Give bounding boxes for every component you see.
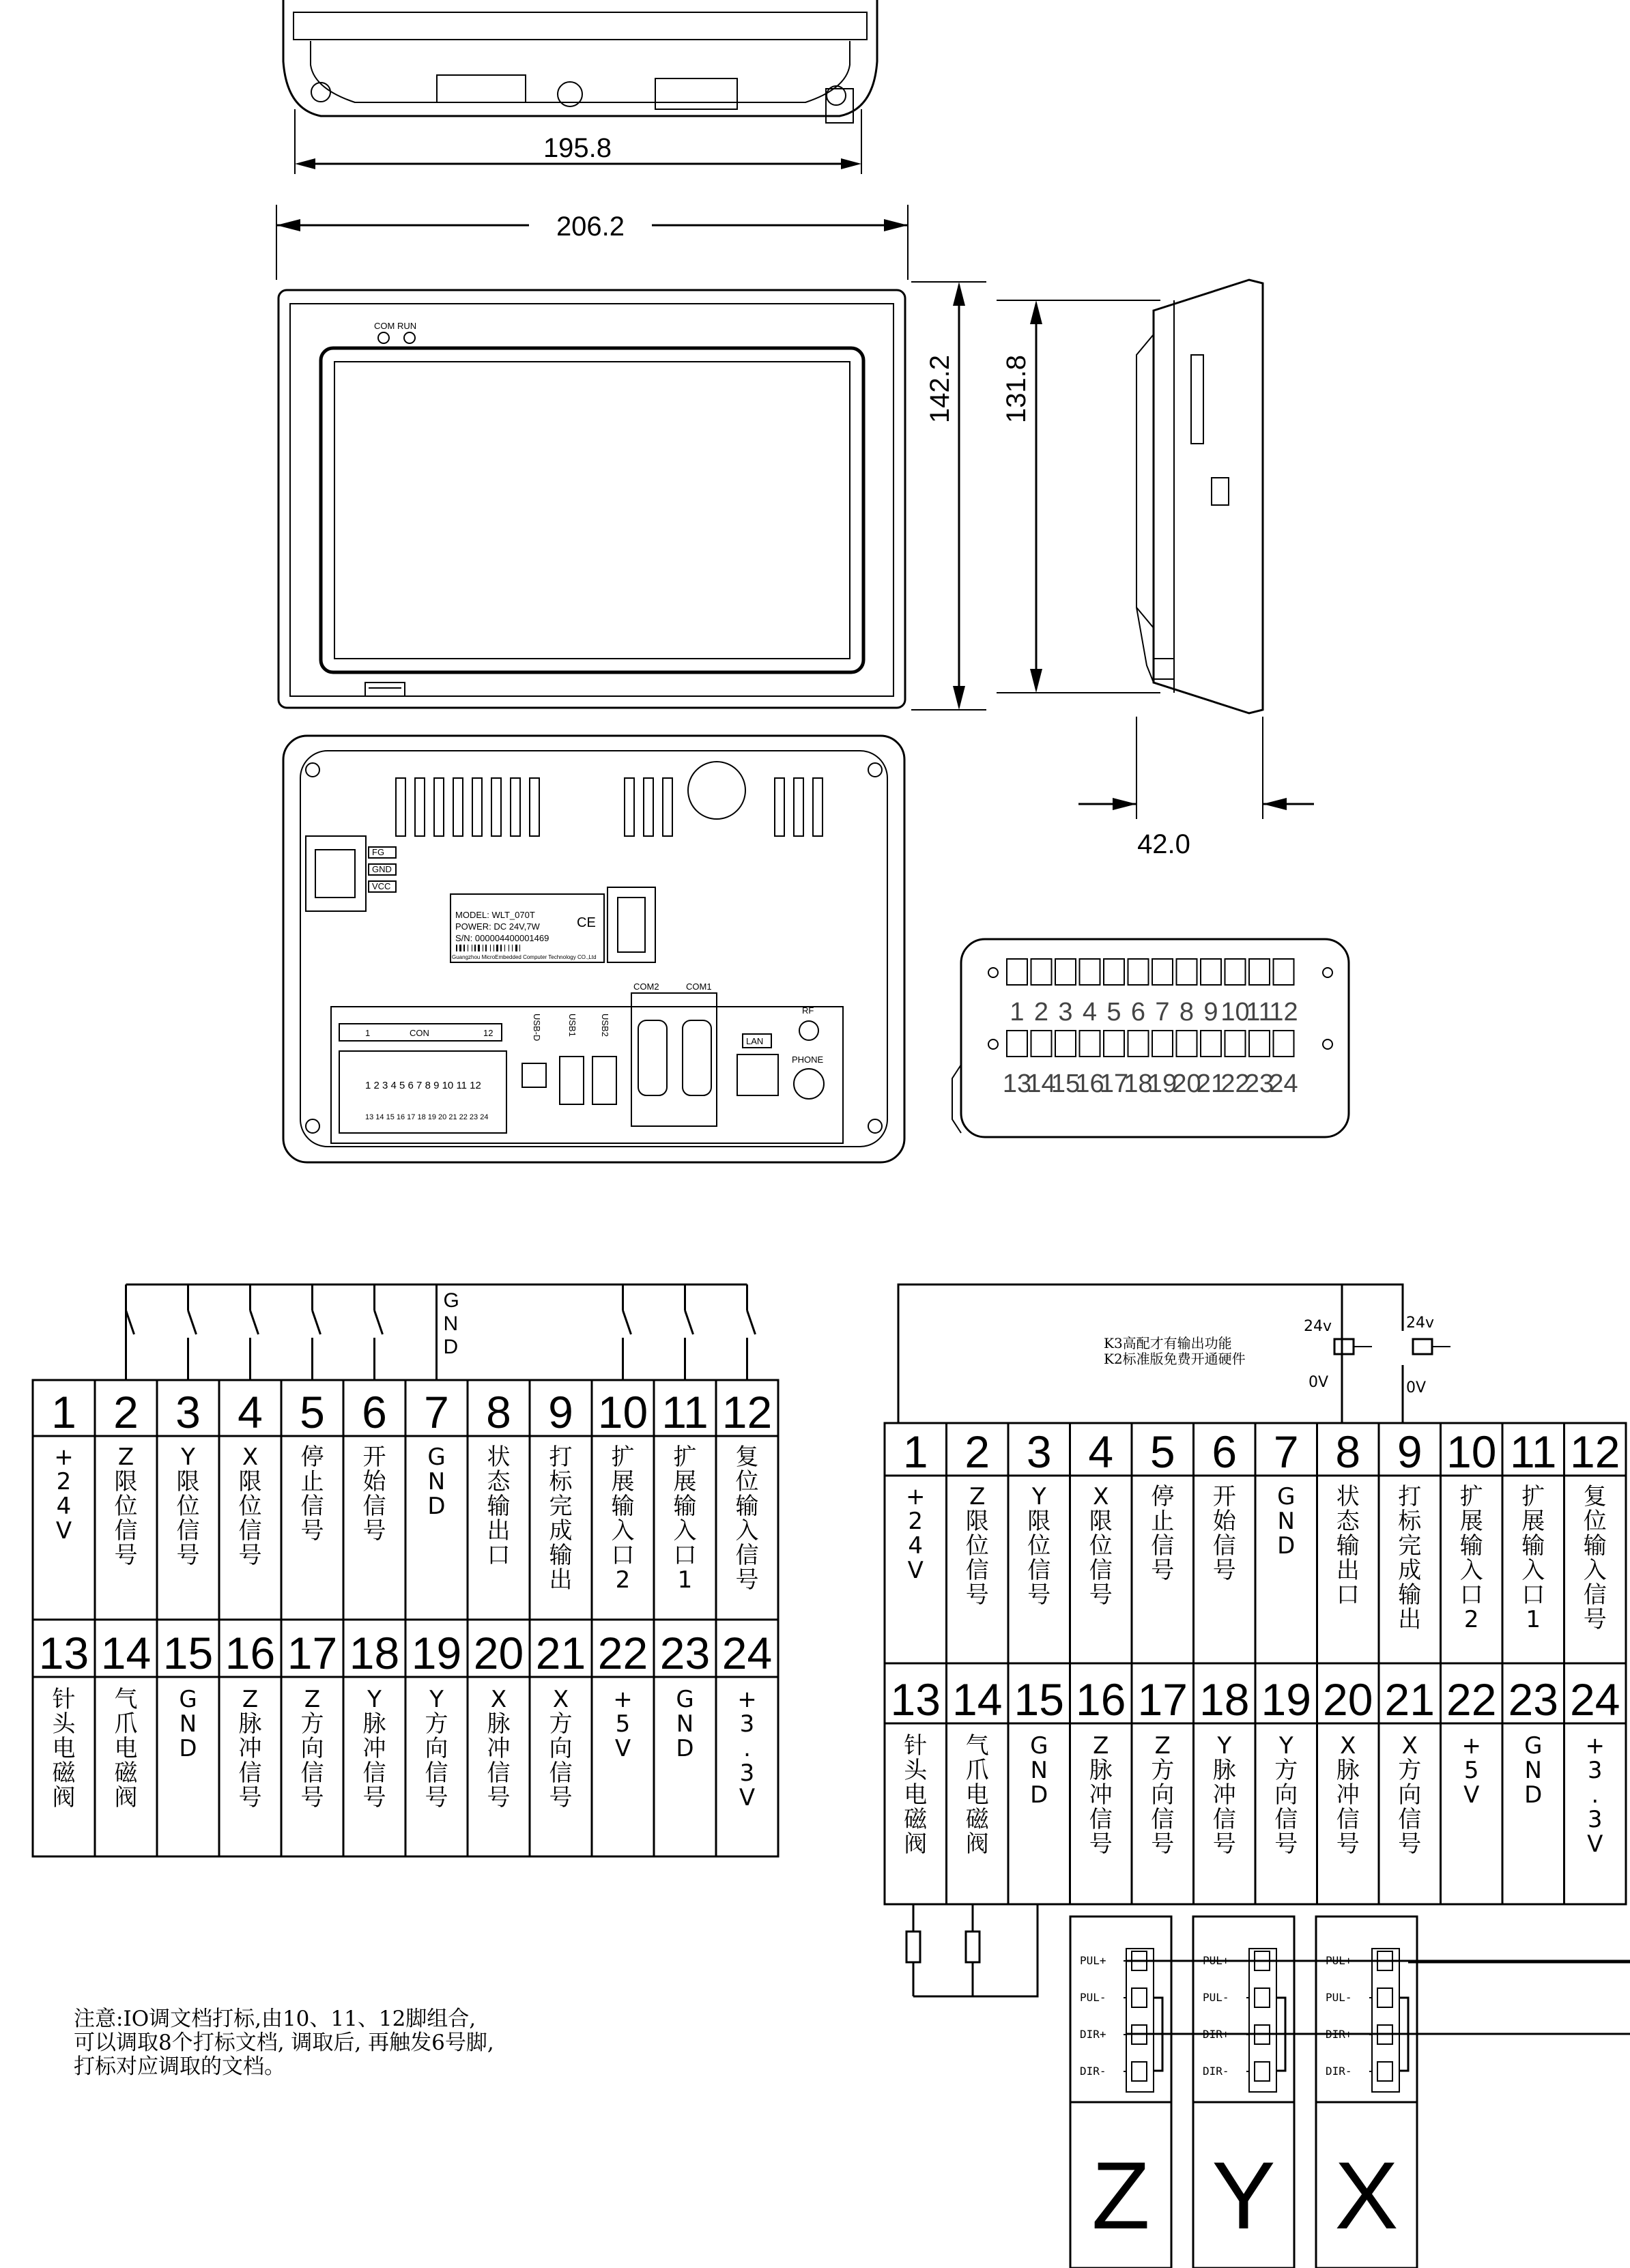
- pin-number: 23: [1508, 1674, 1558, 1725]
- barcode-bar: [496, 945, 498, 951]
- closeup-pin-number: 4: [1082, 998, 1098, 1027]
- closeup-pin-box: [1104, 959, 1124, 985]
- com-led: [378, 332, 389, 343]
- pin-number: 24: [721, 1628, 773, 1678]
- closeup-pin-number: 8: [1179, 998, 1195, 1027]
- usb1-label: USB1: [567, 1014, 577, 1037]
- pin-signal: 打标完成输出: [549, 1444, 573, 1594]
- barcode-bar: [485, 945, 487, 951]
- dim-depth-label: 42.0: [1137, 829, 1190, 859]
- nameplate-maker: Guangzhou MicroEmbedded Computer Technology CO.,Ltd: [452, 954, 597, 960]
- run-led: [404, 332, 415, 343]
- pin-signal: X 限位信号: [238, 1444, 262, 1569]
- pin-number: 21: [535, 1628, 586, 1678]
- driver-axis-label: X: [1334, 2142, 1399, 2249]
- pin-number: 3: [175, 1387, 201, 1437]
- closeup-pin-number: 5: [1106, 998, 1121, 1027]
- vent-slot: [396, 778, 405, 836]
- pin-number: 1: [51, 1387, 76, 1437]
- driver-signal-label: DIR-: [1203, 2065, 1229, 2078]
- pin-number: 17: [287, 1628, 338, 1678]
- pin-signal: 扩展输入口 1: [673, 1444, 697, 1594]
- pin-number: 8: [1335, 1426, 1361, 1477]
- barcode-bar: [456, 945, 457, 951]
- pin-number: 17: [1137, 1674, 1188, 1725]
- dim-top-width-label: 195.8: [543, 133, 612, 163]
- usb-device-port[interactable]: [522, 1063, 546, 1087]
- pin-signal: X 限位信号: [1089, 1483, 1113, 1609]
- closeup-pin-box: [1249, 959, 1270, 985]
- con-row1: 1 2 3 4 5 6 7 8 9 10 11 12: [365, 1080, 481, 1091]
- pin-signal: 气爪电磁阀: [965, 1732, 989, 1858]
- pin-number: 11: [661, 1387, 709, 1437]
- pin-signal: + 5 V: [613, 1686, 633, 1762]
- pin-number: 7: [1273, 1426, 1299, 1477]
- vent-slot: [644, 778, 653, 836]
- input-switch: [188, 1310, 197, 1334]
- pin-signal: 气爪电磁阀: [114, 1686, 138, 1811]
- pin-signal: Y 方向信号: [1274, 1732, 1298, 1858]
- pin-number: 1: [902, 1426, 928, 1477]
- driver-axis-label: Z: [1091, 2142, 1150, 2249]
- buzzer: [688, 762, 745, 819]
- pin-number: 20: [1323, 1674, 1373, 1725]
- terminal-pin-boxes: [988, 959, 1332, 1098]
- pin-number: 9: [548, 1387, 573, 1437]
- com2-label: COM2: [633, 981, 659, 992]
- ce-mark: CE: [577, 915, 596, 930]
- com1-port[interactable]: [683, 1020, 711, 1095]
- closeup-pin-box: [1274, 959, 1294, 985]
- pin-signal: 停止信号: [1151, 1483, 1175, 1584]
- closeup-pin-number: 23: [1244, 1070, 1274, 1098]
- k3-note: K3高配才有输出功能: [1104, 1335, 1232, 1351]
- relay-2: [1413, 1339, 1432, 1354]
- pin-signal: Z 脉冲信号: [238, 1686, 262, 1811]
- closeup-pin-number: 12: [1269, 998, 1298, 1027]
- terminal-closeup: [952, 939, 1349, 1137]
- pin-number: 4: [238, 1387, 263, 1437]
- pin-signal: Z 限位信号: [114, 1444, 138, 1569]
- pin-signal: X 脉冲信号: [1336, 1732, 1360, 1858]
- relay1-0v: 0V: [1309, 1374, 1329, 1391]
- top-view: [283, 0, 877, 123]
- closeup-pin-number: 1: [1010, 998, 1025, 1027]
- closeup-pin-number: 2: [1033, 998, 1049, 1027]
- dim-overall-width-label: 206.2: [556, 212, 625, 242]
- usb1-port[interactable]: [560, 1057, 584, 1104]
- vent-slot: [813, 778, 823, 836]
- pin-signal: G N D: [427, 1444, 446, 1520]
- input-switch: [251, 1310, 259, 1334]
- closeup-pin-box: [1177, 959, 1197, 985]
- fg-label: FG: [372, 847, 385, 857]
- pin-number: 20: [473, 1628, 524, 1678]
- pin-number: 9: [1397, 1426, 1422, 1477]
- barcode-bar: [459, 945, 461, 951]
- vent-slot: [530, 778, 539, 836]
- closeup-pin-number: 13: [1002, 1070, 1032, 1098]
- pin-signal: 扩展输入口 1: [1521, 1483, 1545, 1633]
- barcode-bar: [512, 945, 513, 951]
- barcode-bar: [474, 945, 476, 951]
- needle-valve: [906, 1932, 920, 1962]
- closeup-pin-number: 19: [1147, 1070, 1177, 1098]
- pin-number: 14: [952, 1674, 1003, 1725]
- dim-screen-height-label: 131.8: [1001, 354, 1031, 424]
- vcc-label: VCC: [372, 881, 391, 891]
- pin-number: 13: [38, 1628, 89, 1678]
- nameplate-power: POWER: DC 24V,7W: [455, 921, 540, 932]
- pin-signal: Z 脉冲信号: [1089, 1732, 1113, 1858]
- closeup-pin-box: [1031, 1031, 1052, 1057]
- usb2-port[interactable]: [592, 1057, 616, 1104]
- pin-signal: Z 方向信号: [1151, 1732, 1175, 1858]
- pin-signal: 扩展输入口 2: [611, 1444, 635, 1594]
- pin-number: 8: [486, 1387, 511, 1437]
- con-row2: 13 14 15 16 17 18 19 20 21 22 23 24: [365, 1113, 489, 1121]
- vent-slot: [491, 778, 501, 836]
- led-label: COM RUN: [374, 321, 417, 331]
- k2-note: K2标准版免费开通硬件: [1104, 1351, 1246, 1367]
- barcode: [456, 945, 520, 951]
- pin-number: 15: [162, 1628, 214, 1678]
- pin-signal: + 3 . 3 V: [737, 1686, 757, 1811]
- pin-signal: X 方向信号: [549, 1686, 573, 1811]
- closeup-pin-number: 14: [1027, 1070, 1056, 1098]
- input-switch: [126, 1310, 134, 1334]
- vent-slot: [625, 778, 634, 836]
- left-gnd-label: G N D: [443, 1289, 459, 1358]
- pin-number: 12: [721, 1387, 773, 1437]
- driver-signal-label: PUL-: [1203, 1991, 1229, 2004]
- closeup-pin-number: 10: [1220, 998, 1250, 1027]
- input-switch: [623, 1310, 631, 1334]
- closeup-pin-box: [1055, 1031, 1076, 1057]
- barcode-bar: [519, 945, 520, 951]
- pin-signal: X 方向信号: [1398, 1732, 1422, 1858]
- phone-jack[interactable]: [794, 1069, 824, 1099]
- pin-signal: G N D: [1524, 1732, 1543, 1809]
- pin-number: 22: [597, 1628, 648, 1678]
- pin-signal: Z 限位信号: [965, 1483, 989, 1609]
- closeup-pin-box: [1104, 1031, 1124, 1057]
- pin-number: 7: [424, 1387, 449, 1437]
- barcode-bar: [500, 945, 502, 951]
- closeup-pin-box: [1249, 1031, 1270, 1057]
- closeup-pin-box: [1007, 959, 1027, 985]
- pin-signal: G N D: [1277, 1483, 1296, 1560]
- footnote: [74, 2007, 494, 2079]
- closeup-pin-number: 6: [1130, 998, 1146, 1027]
- driver-signal-label: DIR+: [1326, 2028, 1352, 2041]
- closeup-pin-box: [1080, 1031, 1100, 1057]
- vent-slot: [472, 778, 482, 836]
- pin-number: 16: [1076, 1674, 1126, 1725]
- driver-signal-label: PUL+: [1326, 1954, 1352, 1967]
- closeup-pin-number: 20: [1172, 1070, 1201, 1098]
- barcode-bar: [515, 945, 517, 951]
- vent-slot: [415, 778, 425, 836]
- pin-signal: 复位输入信号: [1583, 1483, 1607, 1633]
- closeup-pin-box: [1201, 959, 1221, 985]
- pin-number: 15: [1014, 1674, 1064, 1725]
- closeup-pin-number: 22: [1220, 1070, 1250, 1098]
- usb2-label: USB2: [600, 1014, 610, 1037]
- pin-number: 18: [1199, 1674, 1250, 1725]
- rf-label: RF: [802, 1005, 814, 1016]
- pin-number: 19: [1261, 1674, 1311, 1725]
- pin-signal: Z 方向信号: [300, 1686, 324, 1811]
- pin-number: 22: [1446, 1674, 1497, 1725]
- pin-number: 5: [1149, 1426, 1175, 1477]
- relay1-24v: 24v: [1304, 1318, 1332, 1335]
- pin-number: 5: [300, 1387, 325, 1437]
- closeup-pin-number: 18: [1124, 1070, 1153, 1098]
- pin-signal: + 5 V: [1461, 1732, 1481, 1809]
- pin-signal: + 3 . 3 V: [1585, 1732, 1605, 1858]
- side-view: [911, 280, 1263, 713]
- pin-signal: 复位输入信号: [735, 1444, 759, 1594]
- vent-slot: [434, 778, 444, 836]
- pin-signal: 扩展输入口 2: [1459, 1483, 1483, 1633]
- closeup-pin-box: [1201, 1031, 1221, 1057]
- pin-number: 23: [659, 1628, 711, 1678]
- pin-number: 12: [1570, 1426, 1620, 1477]
- pin-signal: X 脉冲信号: [487, 1686, 511, 1811]
- barcode-bar: [490, 945, 491, 951]
- left-input-switches: [126, 1284, 756, 1380]
- pin-number: 21: [1384, 1674, 1435, 1725]
- relay2-0v: 0V: [1406, 1379, 1427, 1396]
- pin-signal: + 2 4 V: [54, 1444, 74, 1545]
- rf-connector[interactable]: [799, 1021, 818, 1040]
- input-switch: [685, 1310, 694, 1334]
- pin-signal: 针头电磁阀: [904, 1732, 928, 1858]
- driver-signal-label: PUL-: [1080, 1991, 1106, 2004]
- pin-signal: 停止信号: [300, 1444, 324, 1545]
- usb-d-label: USB-D: [532, 1014, 542, 1042]
- pin-signal: Y 方向信号: [425, 1686, 448, 1811]
- pin-signal: 打标完成输出: [1398, 1483, 1422, 1633]
- right-output-wiring: [898, 1284, 1450, 1423]
- motor-drivers: [1070, 1904, 1630, 2268]
- usb-slot-front: [365, 683, 405, 696]
- closeup-pin-number: 21: [1196, 1070, 1226, 1098]
- closeup-pin-box: [1152, 1031, 1173, 1057]
- relay-1: [1334, 1339, 1354, 1354]
- claw-valve: [966, 1932, 980, 1962]
- closeup-pin-number: 11: [1246, 998, 1273, 1027]
- pin-number: 11: [1509, 1426, 1557, 1477]
- pin-number: 6: [1212, 1426, 1238, 1477]
- con-label: CON: [410, 1028, 429, 1038]
- pin-signal: 开始信号: [1212, 1483, 1236, 1584]
- driver-signal-label: DIR+: [1080, 2028, 1106, 2041]
- vent-slots: [396, 778, 823, 836]
- driver-signal-label: PUL-: [1326, 1991, 1352, 2004]
- pin-number: 16: [225, 1628, 276, 1678]
- closeup-pin-box: [1007, 1031, 1027, 1057]
- pin-number: 19: [411, 1628, 462, 1678]
- footnote-line-1: 注意:IO调文档打标,由10、11、12脚组合,: [74, 2007, 476, 2031]
- closeup-pin-box: [1128, 959, 1149, 985]
- pin-signal: 开始信号: [362, 1444, 386, 1545]
- dim-overall-height-label: 142.2: [925, 354, 955, 424]
- pin-number: 18: [349, 1628, 400, 1678]
- com2-port[interactable]: [638, 1020, 667, 1095]
- com1-label: COM1: [686, 981, 712, 992]
- pin-signal: G N D: [179, 1686, 197, 1762]
- pin-signal: 状态输出口: [1336, 1483, 1360, 1609]
- vent-slot: [775, 778, 784, 836]
- pin-number: 10: [1446, 1426, 1497, 1477]
- footnote-line-2: 可以调取8个打标文档, 调取后, 再触发6号脚,: [74, 2030, 494, 2055]
- phone-label: PHONE: [792, 1054, 824, 1065]
- driver-signal-label: DIR-: [1326, 2065, 1352, 2078]
- pin-number: 6: [362, 1387, 387, 1437]
- relay2-24v: 24v: [1406, 1315, 1435, 1332]
- input-switch: [375, 1310, 383, 1334]
- closeup-pin-box: [1152, 959, 1173, 985]
- vent-slot: [663, 778, 672, 836]
- pin-signal: G N D: [1030, 1732, 1048, 1809]
- closeup-pin-box: [1177, 1031, 1197, 1057]
- con-end: 12: [483, 1028, 494, 1038]
- closeup-pin-box: [1080, 959, 1100, 985]
- lan-label: LAN: [746, 1036, 764, 1046]
- pin-number: 2: [113, 1387, 139, 1437]
- driver-axis-label: Y: [1212, 2142, 1276, 2249]
- closeup-pin-number: 15: [1050, 1070, 1081, 1098]
- pin-number: 24: [1570, 1674, 1620, 1725]
- input-switch: [313, 1310, 321, 1334]
- dim-overall-width: [276, 205, 908, 280]
- closeup-pin-box: [1031, 959, 1052, 985]
- vent-slot: [453, 778, 463, 836]
- closeup-pin-box: [1128, 1031, 1149, 1057]
- gnd-label: GND: [372, 864, 392, 874]
- driver-signal-label: DIR-: [1080, 2065, 1106, 2078]
- pin-signal: Y 脉冲信号: [362, 1686, 386, 1811]
- right-pin-table: [885, 1423, 1626, 1904]
- pin-signal: G N D: [676, 1686, 694, 1762]
- closeup-pin-number: 17: [1099, 1070, 1129, 1098]
- footnote-line-3: 打标对应调取的文档。: [74, 2054, 285, 2079]
- dim-top-width: [295, 109, 861, 174]
- barcode-bar: [463, 945, 465, 951]
- pin-number: 14: [100, 1628, 152, 1678]
- back-view: [283, 736, 904, 1162]
- closeup-pin-number: 16: [1075, 1070, 1104, 1098]
- closeup-pin-number: 7: [1155, 998, 1170, 1027]
- pin-signal: + 2 4 V: [906, 1483, 926, 1584]
- pin-signal: Y 限位信号: [1027, 1483, 1051, 1609]
- pin-number: 10: [597, 1387, 648, 1437]
- closeup-pin-box: [1055, 959, 1076, 985]
- front-view: [278, 290, 905, 708]
- vent-slot: [511, 778, 520, 836]
- pin-signal: 状态输出口: [487, 1444, 511, 1569]
- driver-signal-label: PUL+: [1203, 1954, 1229, 1967]
- closeup-pin-number: 24: [1269, 1070, 1298, 1098]
- vent-slot: [794, 778, 803, 836]
- left-pin-table: [33, 1380, 778, 1856]
- nameplate-sn: S/N: 000004400001469: [455, 933, 549, 943]
- closeup-pin-box: [1274, 1031, 1294, 1057]
- pin-signal: 针头电磁阀: [52, 1686, 76, 1811]
- con-start: 1: [365, 1028, 371, 1038]
- pin-signal: Y 脉冲信号: [1212, 1732, 1236, 1858]
- valve-wiring: [906, 1904, 1038, 1996]
- closeup-pin-number: 9: [1203, 998, 1218, 1027]
- pin-signal: Y 限位信号: [176, 1444, 200, 1569]
- pin-number: 3: [1026, 1426, 1052, 1477]
- barcode-bar: [478, 945, 480, 951]
- closeup-pin-box: [1225, 1031, 1246, 1057]
- pin-number: 13: [890, 1674, 941, 1725]
- driver-signal-label: DIR+: [1203, 2028, 1229, 2041]
- pin-number: 2: [964, 1426, 990, 1477]
- input-switch: [747, 1310, 756, 1334]
- barcode-bar: [504, 945, 505, 951]
- driver-signal-label: PUL+: [1080, 1954, 1106, 1967]
- lan-port[interactable]: [737, 1054, 778, 1095]
- nameplate-model: MODEL: WLT_070T: [455, 910, 535, 920]
- closeup-pin-number: 3: [1058, 998, 1073, 1027]
- pin-number: 4: [1088, 1426, 1114, 1477]
- closeup-pin-box: [1225, 959, 1246, 985]
- dim-depth: [1078, 717, 1314, 859]
